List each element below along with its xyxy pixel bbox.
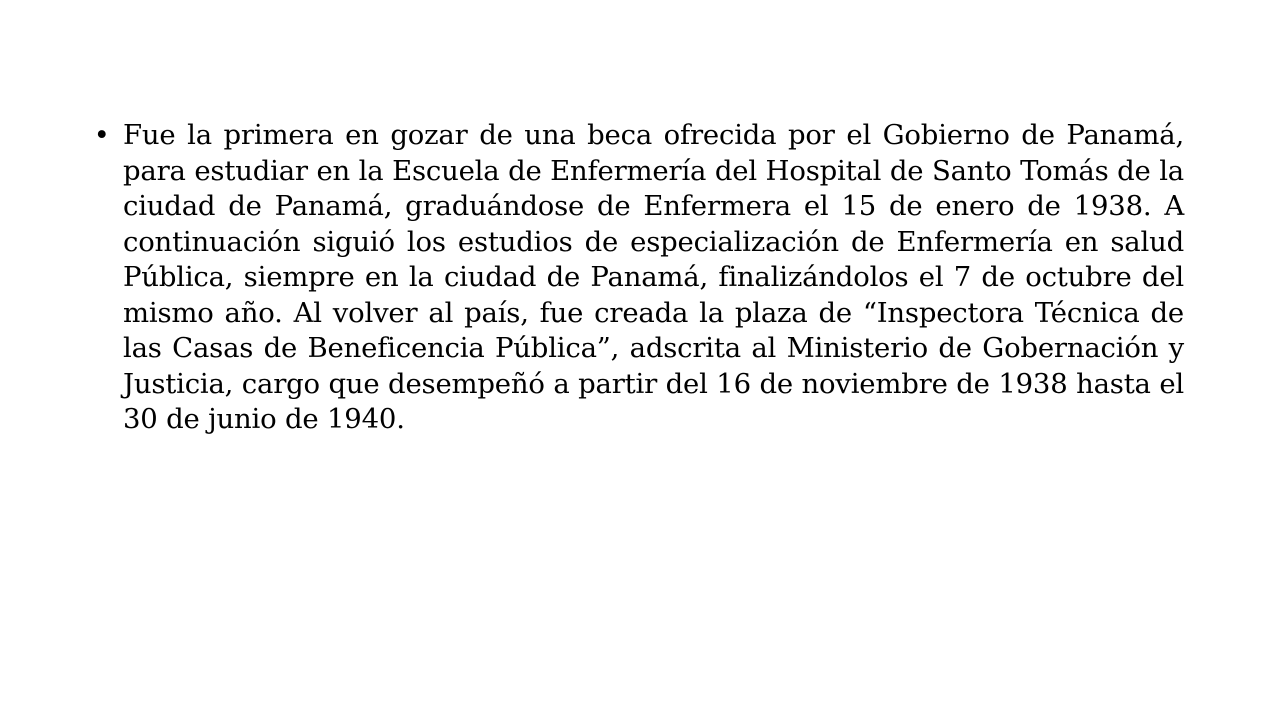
bullet-text: Fue la primera en gozar de una beca ofrecida por el Gobierno de Panamá, para estudiar en la Escuela de Enfermería del Hospital de Santo Tomás de la ciudad de Panamá, graduándose de Enfermera el 15 de enero de 1938. A continuación siguió los estudios de especialización de Enfermería en salud Pública, siempre en la ciudad de Panamá, finalizándolos el 7 de octubre del mismo año. Al volver al país, fue creada la plaza de “Inspectora Técnica de las Casas de Beneficencia Pública”, adscrita al Ministerio de Gobernación y Justicia, cargo que desempeñó a partir del 16 de noviembre de 1938 hasta el 30 de junio de 1940.: [123, 119, 1184, 435]
bullet-item: [96, 118, 1184, 438]
slide-content: [96, 118, 1184, 438]
bullet-marker: •: [96, 117, 108, 153]
